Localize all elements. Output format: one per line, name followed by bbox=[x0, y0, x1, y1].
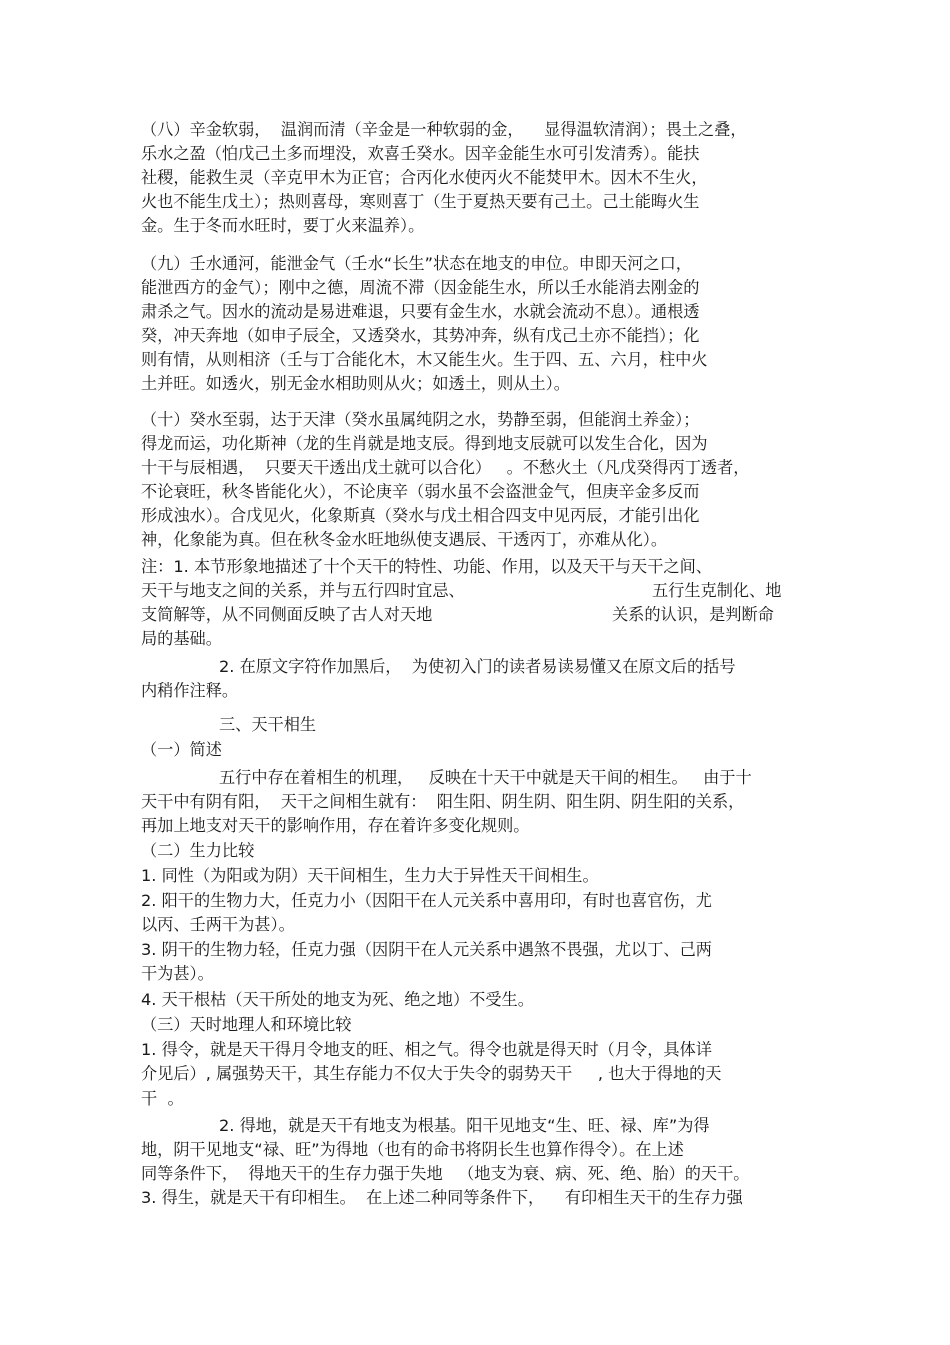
text-line: 2. 阳干的生物力大，任克力小（因阳干在人元关系中喜用印，有时也喜官伤，尤 bbox=[141, 891, 712, 910]
text-line: 支简解等，从不同侧面反映了古人对天地 bbox=[141, 605, 433, 624]
text-line: （八）辛金软弱， 温润而清（辛金是一种软弱的金， 显得温软清润）；畏土之叠， bbox=[141, 120, 747, 139]
text-line: 神，化象能为真。但在秋冬金水旺地纵使支遇辰、干透丙丁，亦难从化）。 bbox=[141, 530, 668, 549]
text-line: 2. 得地，就是天干有地支为根基。阳干见地支“生、旺、禄、库”为得 bbox=[219, 1116, 710, 1135]
text-line: 金。生于冬而水旺时，要丁火来温养）。 bbox=[141, 216, 425, 235]
text-line: （十）癸水至弱，达于天津（癸水虽属纯阴之水，势静至弱，但能润土养金）； bbox=[141, 410, 700, 429]
text-line: 乐水之盈（怕戊己土多而埋没，欢喜壬癸水。因辛金能生水可引发清秀）。能扶 bbox=[141, 144, 700, 163]
text-line: 1. 同性（为阳或为阴）天干间相生，生力大于异性天干间相生。 bbox=[141, 866, 599, 885]
text-line: 同等条件下， 得地天干的生存力强于失地 （地支为衰、病、死、绝、胎）的天干。 bbox=[141, 1164, 750, 1183]
text-line: 五行生克制化、地 bbox=[652, 581, 782, 600]
text-line: 土并旺。如透火，别无金水相助则从火；如透土，则从土）。 bbox=[141, 374, 570, 393]
text-line: 内稍作注释。 bbox=[141, 681, 239, 700]
text-line: 以丙、壬两干为甚）。 bbox=[141, 915, 295, 934]
text-line: 能泄西方的金气）；刚中之德，周流不滞（因金能生水，所以壬水能消去刚金的 bbox=[141, 278, 700, 297]
subsection-heading: （二）生力比较 bbox=[141, 841, 255, 860]
text-line: 则有情，从则相济（壬与丁合能化木，木又能生火。生于四、五、六月，柱中火 bbox=[141, 350, 708, 369]
text-line: 地，阴干见地支“禄、旺”为得地（也有的命书将阴长生也算作得令）。在上述 bbox=[141, 1140, 684, 1159]
text-line: 社稷，能救生灵（辛克甲木为正官；合丙化水使丙火不能焚甲木。因木不生火， bbox=[141, 168, 708, 187]
text-line: 1. 得令，就是天干得月令地支的旺、相之气。得令也就是得天时（月令，具体详 bbox=[141, 1040, 712, 1059]
text-line: 肃杀之气。因水的流动是易进难退，只要有金生水，水就会流动不息）。通根透 bbox=[141, 302, 700, 321]
text-line: 干为甚）。 bbox=[141, 964, 214, 983]
text-line: 关系的认识，是判断命 bbox=[612, 605, 774, 624]
text-line: 天干与地支之间的关系，并与五行四时宜忌、 bbox=[141, 581, 465, 600]
text-line: 火也不能生戊土）；热则喜母，寒则喜丁（生于夏热天要有己土。己土能晦火生 bbox=[141, 192, 700, 211]
text-line: 介见后）, 属强势天干，其生存能力不仅大于失令的弱势天干 , 也大于得地的天 bbox=[141, 1064, 722, 1083]
section-heading: 三、天干相生 bbox=[219, 715, 317, 734]
text-line: 不论衰旺，秋冬皆能化火），不论庚辛（弱水虽不会盗泄金气，但庚辛金多反而 bbox=[141, 482, 700, 501]
subsection-heading: （一）简述 bbox=[141, 740, 222, 759]
text-line: 再加上地支对天干的影响作用，存在着许多变化规则。 bbox=[141, 816, 530, 835]
text-line: 注：1. 本节形象地描述了十个天干的特性、功能、作用，以及天干与天干之间、 bbox=[141, 557, 712, 576]
text-line: 十干与辰相遇， 只要天干透出戊土就可以合化） 。不愁火土（凡戊癸得丙丁透者， bbox=[141, 458, 750, 477]
text-line: 3. 阴干的生物力轻，任克力强（因阴干在人元关系中遇煞不畏强，尤以丁、己两 bbox=[141, 940, 712, 959]
text-line: 局的基础。 bbox=[141, 629, 222, 648]
text-line: 癸，冲天奔地（如申子辰全，又透癸水，其势冲奔，纵有戊己土亦不能挡）；化 bbox=[141, 326, 700, 345]
text-line: 得龙而运，功化斯神（龙的生肖就是地支辰。得到地支辰就可以发生合化，因为 bbox=[141, 434, 708, 453]
text-line: （九）壬水通河，能泄金气（壬水“长生”状态在地支的申位。申即天河之口， bbox=[141, 254, 692, 273]
text-line: 干 。 bbox=[141, 1089, 184, 1108]
subsection-heading: （三）天时地理人和环境比较 bbox=[141, 1015, 352, 1034]
text-line: 五行中存在着相生的机理， 反映在十天干中就是天干间的相生。 由于十 bbox=[219, 768, 752, 787]
text-line: 4. 天干根枯（天干所处的地支为死、绝之地）不受生。 bbox=[141, 990, 534, 1009]
text-line: 形成浊水）。合戊见火，化象斯真（癸水与戊土相合四支中见丙辰，才能引出化 bbox=[141, 506, 700, 525]
text-line: 3. 得生，就是天干有印相生。 在上述二种同等条件下， 有印相生天干的生存力强 bbox=[141, 1188, 743, 1207]
text-line: 2. 在原文字符作加黑后， 为使初入门的读者易读易懂又在原文后的括号 bbox=[219, 657, 736, 676]
text-line: 天干中有阴有阳， 天干之间相生就有： 阳生阳、阴生阴、阳生阴、阴生阳的关系， bbox=[141, 792, 745, 811]
